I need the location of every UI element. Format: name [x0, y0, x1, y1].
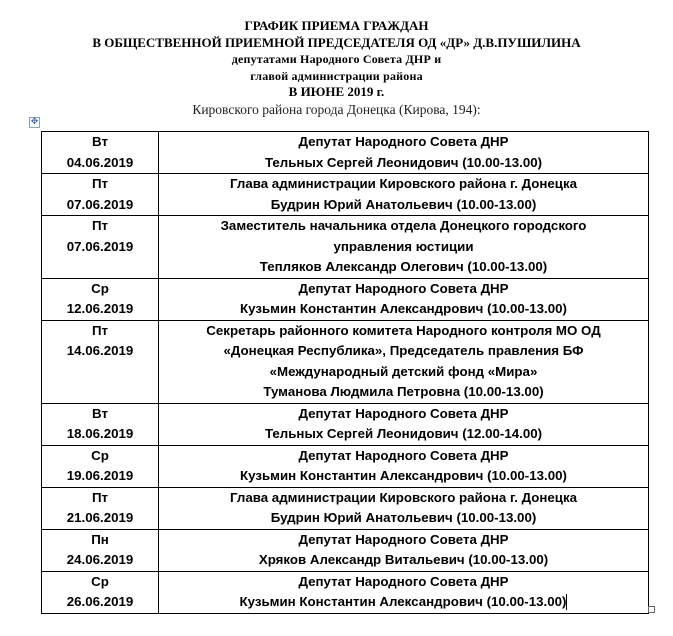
date: 04.06.2019: [66, 154, 134, 170]
official-line: «Международный детский фонд «Мира»: [269, 363, 538, 379]
table-row: [42, 403, 649, 445]
official-line: Кузьмин Константин Александрович (10.00-13.00): [240, 301, 567, 316]
title-line-5: В ИЮНЕ 2019 г.: [288, 84, 385, 99]
table-resize-handle[interactable]: [648, 606, 655, 613]
table-row: [42, 174, 649, 216]
official-line: Глава администрации Кировского района г. Донецка: [230, 489, 577, 505]
table-row: [42, 320, 649, 403]
table-row: [42, 132, 649, 174]
official-line: Будрин Юрий Анатольевич (10.00-13.00): [270, 510, 537, 525]
weekday: Пт: [91, 218, 109, 233]
weekday: Ср: [91, 447, 109, 463]
date-cell: [42, 529, 159, 571]
official-line: Депутат Народного Совета ДНР: [298, 405, 509, 421]
date: 26.06.2019: [66, 594, 134, 609]
official-line: Будрин Юрий Анатольевич (10.00-13.00): [270, 196, 537, 212]
official-cell: [159, 132, 649, 174]
official-line: Заместитель начальника отдела Донецкого городского: [220, 218, 587, 233]
date: 24.06.2019: [66, 552, 134, 567]
official-line: управления юстиции: [333, 238, 474, 254]
official-line: Глава администрации Кировского района г. Донецка: [230, 176, 577, 191]
date: 14.06.2019: [66, 343, 134, 358]
date: 19.06.2019: [66, 468, 134, 483]
official-cell: [159, 403, 649, 445]
table-row: [42, 487, 649, 529]
table-row: [42, 571, 649, 613]
official-line: Депутат Народного Совета ДНР: [298, 134, 509, 149]
date: 12.06.2019: [66, 301, 134, 316]
official-cell: [159, 216, 649, 279]
official-line: Хряков Александр Витальевич (10.00-13.00): [258, 552, 549, 567]
weekday: Пт: [91, 489, 109, 505]
date-cell: [42, 174, 159, 216]
official-cell: [159, 571, 649, 613]
weekday: Пн: [91, 531, 109, 547]
date: 21.06.2019: [66, 510, 134, 525]
table-row: [42, 529, 649, 571]
date: 07.06.2019: [66, 196, 134, 212]
official-line: Кузьмин Константин Александрович (10.00-13.00): [240, 468, 567, 483]
official-cell: [159, 529, 649, 571]
date-cell: [42, 571, 159, 613]
official-line: Кузьмин Константин Александрович (10.00-13.00): [239, 594, 567, 609]
table-move-handle-icon[interactable]: ✥: [30, 117, 39, 127]
official-cell: [159, 445, 649, 487]
date-cell: [42, 278, 159, 320]
official-line: Тельных Сергей Леонидович (12.00-14.00): [264, 426, 543, 441]
title-line-3: депутатами Народного Совета ДНР и: [231, 52, 442, 66]
date-cell: [42, 445, 159, 487]
title-line-1: ГРАФИК ПРИЕМА ГРАЖДАН: [244, 18, 429, 33]
date-cell: [42, 132, 159, 174]
official-line: Депутат Народного Совета ДНР: [298, 531, 509, 547]
official-line: Тельных Сергей Леонидович (10.00-13.00): [264, 154, 543, 170]
schedule-table: [41, 131, 649, 614]
weekday: Вт: [92, 405, 108, 421]
table-row: [42, 278, 649, 320]
title-line-2: В ОБЩЕСТВЕННОЙ ПРИЕМНОЙ ПРЕДСЕДАТЕЛЯ ОД «ДР» Д.В.ПУШИЛИНА: [92, 34, 581, 50]
weekday: Ср: [91, 573, 109, 589]
table-row: [42, 216, 649, 279]
official-cell: [159, 174, 649, 216]
date-cell: [42, 403, 159, 445]
official-line: Депутат Народного Совета ДНР: [298, 447, 509, 463]
weekday: Пт: [91, 176, 109, 191]
weekday: Пт: [91, 322, 109, 338]
official-line: Тепляков Александр Олегович (10.00-13.00): [259, 259, 548, 274]
official-cell: [159, 278, 649, 320]
title-line-4: главой администрации района: [250, 68, 423, 83]
document-header: [0, 18, 673, 118]
date-cell: [42, 320, 159, 403]
official-cell: [159, 487, 649, 529]
official-line: Секретарь районного комитета Народного контроля МО ОД: [206, 322, 601, 338]
official-cell: [159, 320, 649, 403]
date: 18.06.2019: [66, 426, 134, 441]
official-line: «Донецкая Республика», Председатель правления БФ: [223, 343, 584, 358]
date-cell: [42, 487, 159, 529]
official-line: Депутат Народного Совета ДНР: [298, 573, 509, 589]
date-cell: [42, 216, 159, 279]
table-row: [42, 445, 649, 487]
subtitle: Кировского района города Донецка (Кирова, 194):: [192, 101, 481, 117]
text-cursor: [566, 594, 567, 610]
official-line: Депутат Народного Совета ДНР: [298, 280, 509, 296]
weekday: Ср: [91, 280, 109, 296]
weekday: Вт: [92, 134, 108, 149]
official-line: Туманова Людмила Петровна (10.00-13.00): [263, 384, 544, 399]
date: 07.06.2019: [66, 238, 134, 254]
